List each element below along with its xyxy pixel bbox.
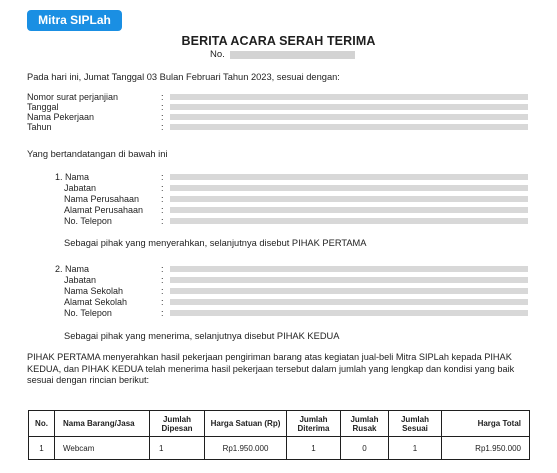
field-row [64, 204, 529, 215]
col-header-no: No. [29, 411, 55, 437]
field-value-redacted [170, 104, 528, 110]
handover-statement: PIHAK PERTAMA menyerahkan hasil pekerjaan pengiriman barang atas kegiatan jual-beli Mitra SIPLah kepada PIHAK KEDUA, dan PIHAK KEDUA telah menerima hasil pekerjaan tersebut dalam jumlah yang lengkap dan kondisi yang baik sesuai dengan rincian berikut: [27, 352, 515, 385]
table-header-row [29, 411, 530, 437]
field-colon: : [161, 285, 164, 296]
field-value-redacted [170, 288, 528, 294]
field-row [55, 263, 529, 274]
party-one-note: Sebagai pihak yang menyerahkan, selanjutnya disebut PIHAK PERTAMA [64, 238, 367, 248]
field-colon: : [161, 182, 164, 193]
cell-qty-matched: 1 [389, 437, 442, 460]
field-colon: : [161, 121, 164, 132]
field-colon: : [161, 171, 164, 182]
field-value-redacted [170, 185, 528, 191]
field-row [64, 182, 529, 193]
field-label: Tanggal [27, 101, 59, 112]
document-title: BERITA ACARA SERAH TERIMA [181, 34, 376, 48]
col-header-qty-received: Jumlah Diterima [287, 411, 341, 437]
field-value-redacted [170, 124, 528, 130]
field-value-redacted [170, 207, 528, 213]
col-header-qty-matched: Jumlah Sesuai [389, 411, 442, 437]
field-label: No. Telepon [64, 215, 112, 226]
field-colon: : [161, 111, 164, 122]
field-label: Tahun [27, 121, 52, 132]
field-colon: : [161, 91, 164, 102]
field-label: Jabatan [64, 182, 97, 193]
field-label: No. Telepon [64, 307, 112, 318]
field-row [27, 121, 529, 132]
col-header-qty-ordered: Jumlah Dipesan [150, 411, 205, 437]
col-header-total-price: Harga Total [442, 411, 530, 437]
field-row [64, 193, 529, 204]
cell-qty-received: 1 [287, 437, 341, 460]
field-colon: : [161, 296, 164, 307]
field-value-redacted [170, 277, 528, 283]
field-row [64, 215, 529, 226]
field-colon: : [161, 274, 164, 285]
items-table [28, 410, 530, 460]
field-value-redacted [170, 114, 528, 120]
field-value-redacted [170, 196, 528, 202]
document-number-label: No. [210, 49, 225, 60]
field-label: Nama Sekolah [64, 285, 124, 296]
field-row [64, 274, 529, 285]
table-row [29, 437, 530, 460]
col-header-item-name: Nama Barang/Jasa [55, 411, 150, 437]
field-value-redacted [170, 310, 528, 316]
mitra-siplah-badge: Mitra SIPLah [27, 10, 122, 31]
field-value-redacted [170, 94, 528, 100]
document-number-redacted [230, 51, 355, 59]
field-value-redacted [170, 299, 528, 305]
field-value-redacted [170, 218, 528, 224]
field-label: 2. Nama [55, 263, 90, 274]
col-header-qty-damaged: Jumlah Rusak [341, 411, 389, 437]
signatory-intro: Yang bertandatangan di bawah ini [27, 149, 168, 159]
cell-item-name: Webcam [55, 437, 150, 460]
party-two-note: Sebagai pihak yang menerima, selanjutnya disebut PIHAK KEDUA [64, 331, 340, 341]
field-colon: : [161, 215, 164, 226]
field-value-redacted [170, 174, 528, 180]
field-row [64, 307, 529, 318]
field-label: Nama Perusahaan [64, 193, 140, 204]
cell-unit-price: Rp1.950.000 [205, 437, 287, 460]
field-label: 1. Nama [55, 171, 90, 182]
field-colon: : [161, 193, 164, 204]
field-colon: : [161, 204, 164, 215]
field-row [64, 285, 529, 296]
cell-qty-ordered: 1 [150, 437, 205, 460]
field-colon: : [161, 101, 164, 112]
field-label: Jabatan [64, 274, 97, 285]
field-row [64, 296, 529, 307]
field-colon: : [161, 263, 164, 274]
cell-no: 1 [29, 437, 55, 460]
document-number [210, 49, 355, 60]
field-label: Nomor surat perjanjian [27, 91, 119, 102]
field-label: Nama Pekerjaan [27, 111, 95, 122]
cell-qty-damaged: 0 [341, 437, 389, 460]
field-label: Alamat Sekolah [64, 296, 128, 307]
field-row [55, 171, 529, 182]
intro-text: Pada hari ini, Jumat Tanggal 03 Bulan Februari Tahun 2023, sesuai dengan: [27, 72, 340, 82]
field-colon: : [161, 307, 164, 318]
field-label: Alamat Perusahaan [64, 204, 144, 215]
col-header-unit-price: Harga Satuan (Rp) [205, 411, 287, 437]
cell-total-price: Rp1.950.000 [442, 437, 530, 460]
field-value-redacted [170, 266, 528, 272]
